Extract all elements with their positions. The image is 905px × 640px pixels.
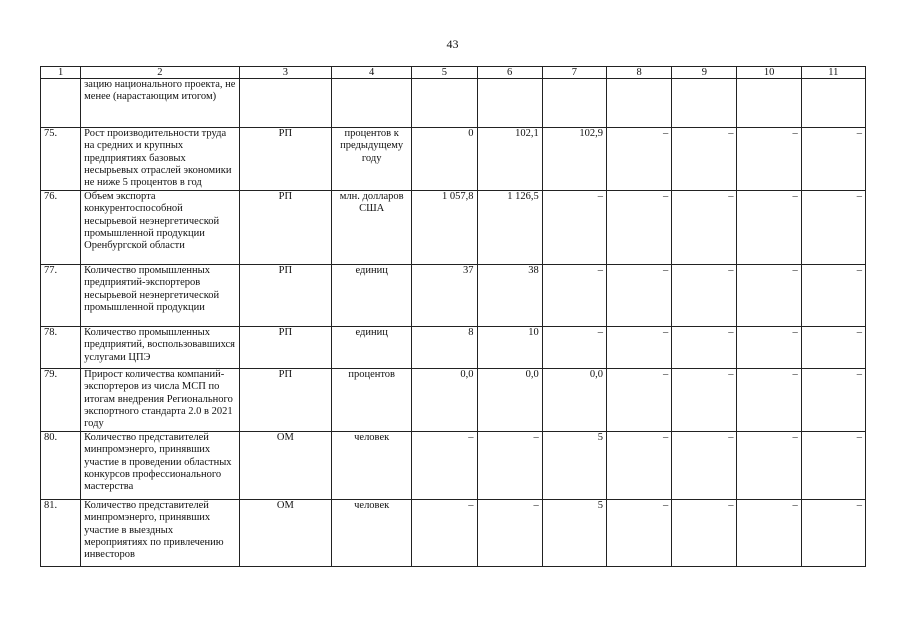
- indicator-name: зацию национального проекта, не менее (нарастающим итогом): [81, 79, 240, 128]
- value-col-6: 10: [477, 327, 542, 369]
- value-col-5: 0,0: [412, 369, 477, 432]
- value-col-10: –: [737, 432, 801, 500]
- value-col-9: –: [672, 432, 737, 500]
- row-number: [41, 79, 81, 128]
- row-number: 81.: [41, 500, 81, 567]
- value-col-11: –: [801, 432, 865, 500]
- value-col-9: –: [672, 265, 737, 327]
- value-col-8: [607, 79, 672, 128]
- value-col-7: 5: [542, 500, 606, 567]
- table-row: [41, 432, 866, 500]
- value-col-5: 37: [412, 265, 477, 327]
- indicator-name: Объем экспорта конкурентоспособной несырьевой неэнергетической промышленной продукции Оренбургской области: [81, 191, 240, 265]
- value-col-9: –: [672, 327, 737, 369]
- unit-of-measure: процентов: [332, 369, 412, 432]
- indicator-type: [239, 79, 331, 128]
- row-number: 77.: [41, 265, 81, 327]
- value-col-5: –: [412, 500, 477, 567]
- indicators-table: [40, 66, 866, 567]
- value-col-8: –: [607, 265, 672, 327]
- value-col-10: –: [737, 128, 801, 191]
- indicator-type: ОМ: [239, 432, 331, 500]
- value-col-7: –: [542, 191, 606, 265]
- column-header: 2: [81, 67, 240, 79]
- value-col-11: –: [801, 327, 865, 369]
- row-number: 79.: [41, 369, 81, 432]
- indicator-type: ОМ: [239, 500, 331, 567]
- value-col-6: 1 126,5: [477, 191, 542, 265]
- value-col-10: –: [737, 191, 801, 265]
- unit-of-measure: [332, 79, 412, 128]
- value-col-5: 0: [412, 128, 477, 191]
- column-header: 5: [412, 67, 477, 79]
- value-col-10: –: [737, 327, 801, 369]
- unit-of-measure: единиц: [332, 265, 412, 327]
- indicator-name: Количество промышленных предприятий, воспользовавшихся услугами ЦПЭ: [81, 327, 240, 369]
- unit-of-measure: человек: [332, 432, 412, 500]
- value-col-8: –: [607, 128, 672, 191]
- row-number: 76.: [41, 191, 81, 265]
- indicator-type: РП: [239, 265, 331, 327]
- value-col-11: –: [801, 128, 865, 191]
- value-col-8: –: [607, 369, 672, 432]
- table-row: [41, 500, 866, 567]
- value-col-10: –: [737, 369, 801, 432]
- value-col-9: [672, 79, 737, 128]
- column-header: 11: [801, 67, 865, 79]
- value-col-7: [542, 79, 606, 128]
- value-col-11: –: [801, 191, 865, 265]
- value-col-5: –: [412, 432, 477, 500]
- value-col-5: [412, 79, 477, 128]
- value-col-5: 1 057,8: [412, 191, 477, 265]
- column-header: 10: [737, 67, 801, 79]
- value-col-6: 102,1: [477, 128, 542, 191]
- value-col-9: –: [672, 369, 737, 432]
- column-header: 3: [239, 67, 331, 79]
- column-header: 6: [477, 67, 542, 79]
- value-col-6: 38: [477, 265, 542, 327]
- column-header: 8: [607, 67, 672, 79]
- value-col-9: –: [672, 191, 737, 265]
- value-col-9: –: [672, 500, 737, 567]
- value-col-10: [737, 79, 801, 128]
- indicator-name: Количество представителей минпромэнерго, принявших участие в выездных мероприятиях по привлечению инвесторов: [81, 500, 240, 567]
- value-col-8: –: [607, 191, 672, 265]
- column-header: 7: [542, 67, 606, 79]
- indicator-name: Прирост количества компаний-экспортеров из числа МСП по итогам внедрения Регионального экспортного стандарта 2.0 в 2021 году: [81, 369, 240, 432]
- column-header: 9: [672, 67, 737, 79]
- unit-of-measure: млн. долларов США: [332, 191, 412, 265]
- table-row: [41, 265, 866, 327]
- value-col-10: –: [737, 265, 801, 327]
- value-col-9: –: [672, 128, 737, 191]
- value-col-10: –: [737, 500, 801, 567]
- table-row: [41, 128, 866, 191]
- column-header: 4: [332, 67, 412, 79]
- value-col-5: 8: [412, 327, 477, 369]
- header-row: [41, 67, 866, 79]
- unit-of-measure: процентов к предыдущему году: [332, 128, 412, 191]
- value-col-6: [477, 79, 542, 128]
- value-col-7: –: [542, 265, 606, 327]
- indicator-name: Рост производительности труда на средних и крупных предприятиях базовых несырьевых отраслей экономики не ниже 5 процентов в год: [81, 128, 240, 191]
- value-col-7: –: [542, 327, 606, 369]
- table-row: [41, 79, 866, 128]
- indicator-type: РП: [239, 327, 331, 369]
- value-col-11: [801, 79, 865, 128]
- value-col-11: –: [801, 500, 865, 567]
- value-col-6: –: [477, 500, 542, 567]
- indicator-type: РП: [239, 191, 331, 265]
- value-col-6: 0,0: [477, 369, 542, 432]
- row-number: 78.: [41, 327, 81, 369]
- column-header: 1: [41, 67, 81, 79]
- value-col-7: 5: [542, 432, 606, 500]
- unit-of-measure: человек: [332, 500, 412, 567]
- table-row: [41, 327, 866, 369]
- page-number: 43: [446, 37, 459, 51]
- indicator-name: Количество промышленных предприятий-экспортеров несырьевой неэнергетической промышленной продукции: [81, 265, 240, 327]
- table-row: [41, 369, 866, 432]
- value-col-7: 102,9: [542, 128, 606, 191]
- indicator-type: РП: [239, 128, 331, 191]
- value-col-8: –: [607, 432, 672, 500]
- table-row: [41, 191, 866, 265]
- indicator-name: Количество представителей минпромэнерго, принявших участие в проведении областных конкурсов профессионального мастерства: [81, 432, 240, 500]
- value-col-6: –: [477, 432, 542, 500]
- unit-of-measure: единиц: [332, 327, 412, 369]
- value-col-8: –: [607, 500, 672, 567]
- value-col-11: –: [801, 369, 865, 432]
- row-number: 80.: [41, 432, 81, 500]
- indicator-type: РП: [239, 369, 331, 432]
- value-col-7: 0,0: [542, 369, 606, 432]
- value-col-8: –: [607, 327, 672, 369]
- value-col-11: –: [801, 265, 865, 327]
- row-number: 75.: [41, 128, 81, 191]
